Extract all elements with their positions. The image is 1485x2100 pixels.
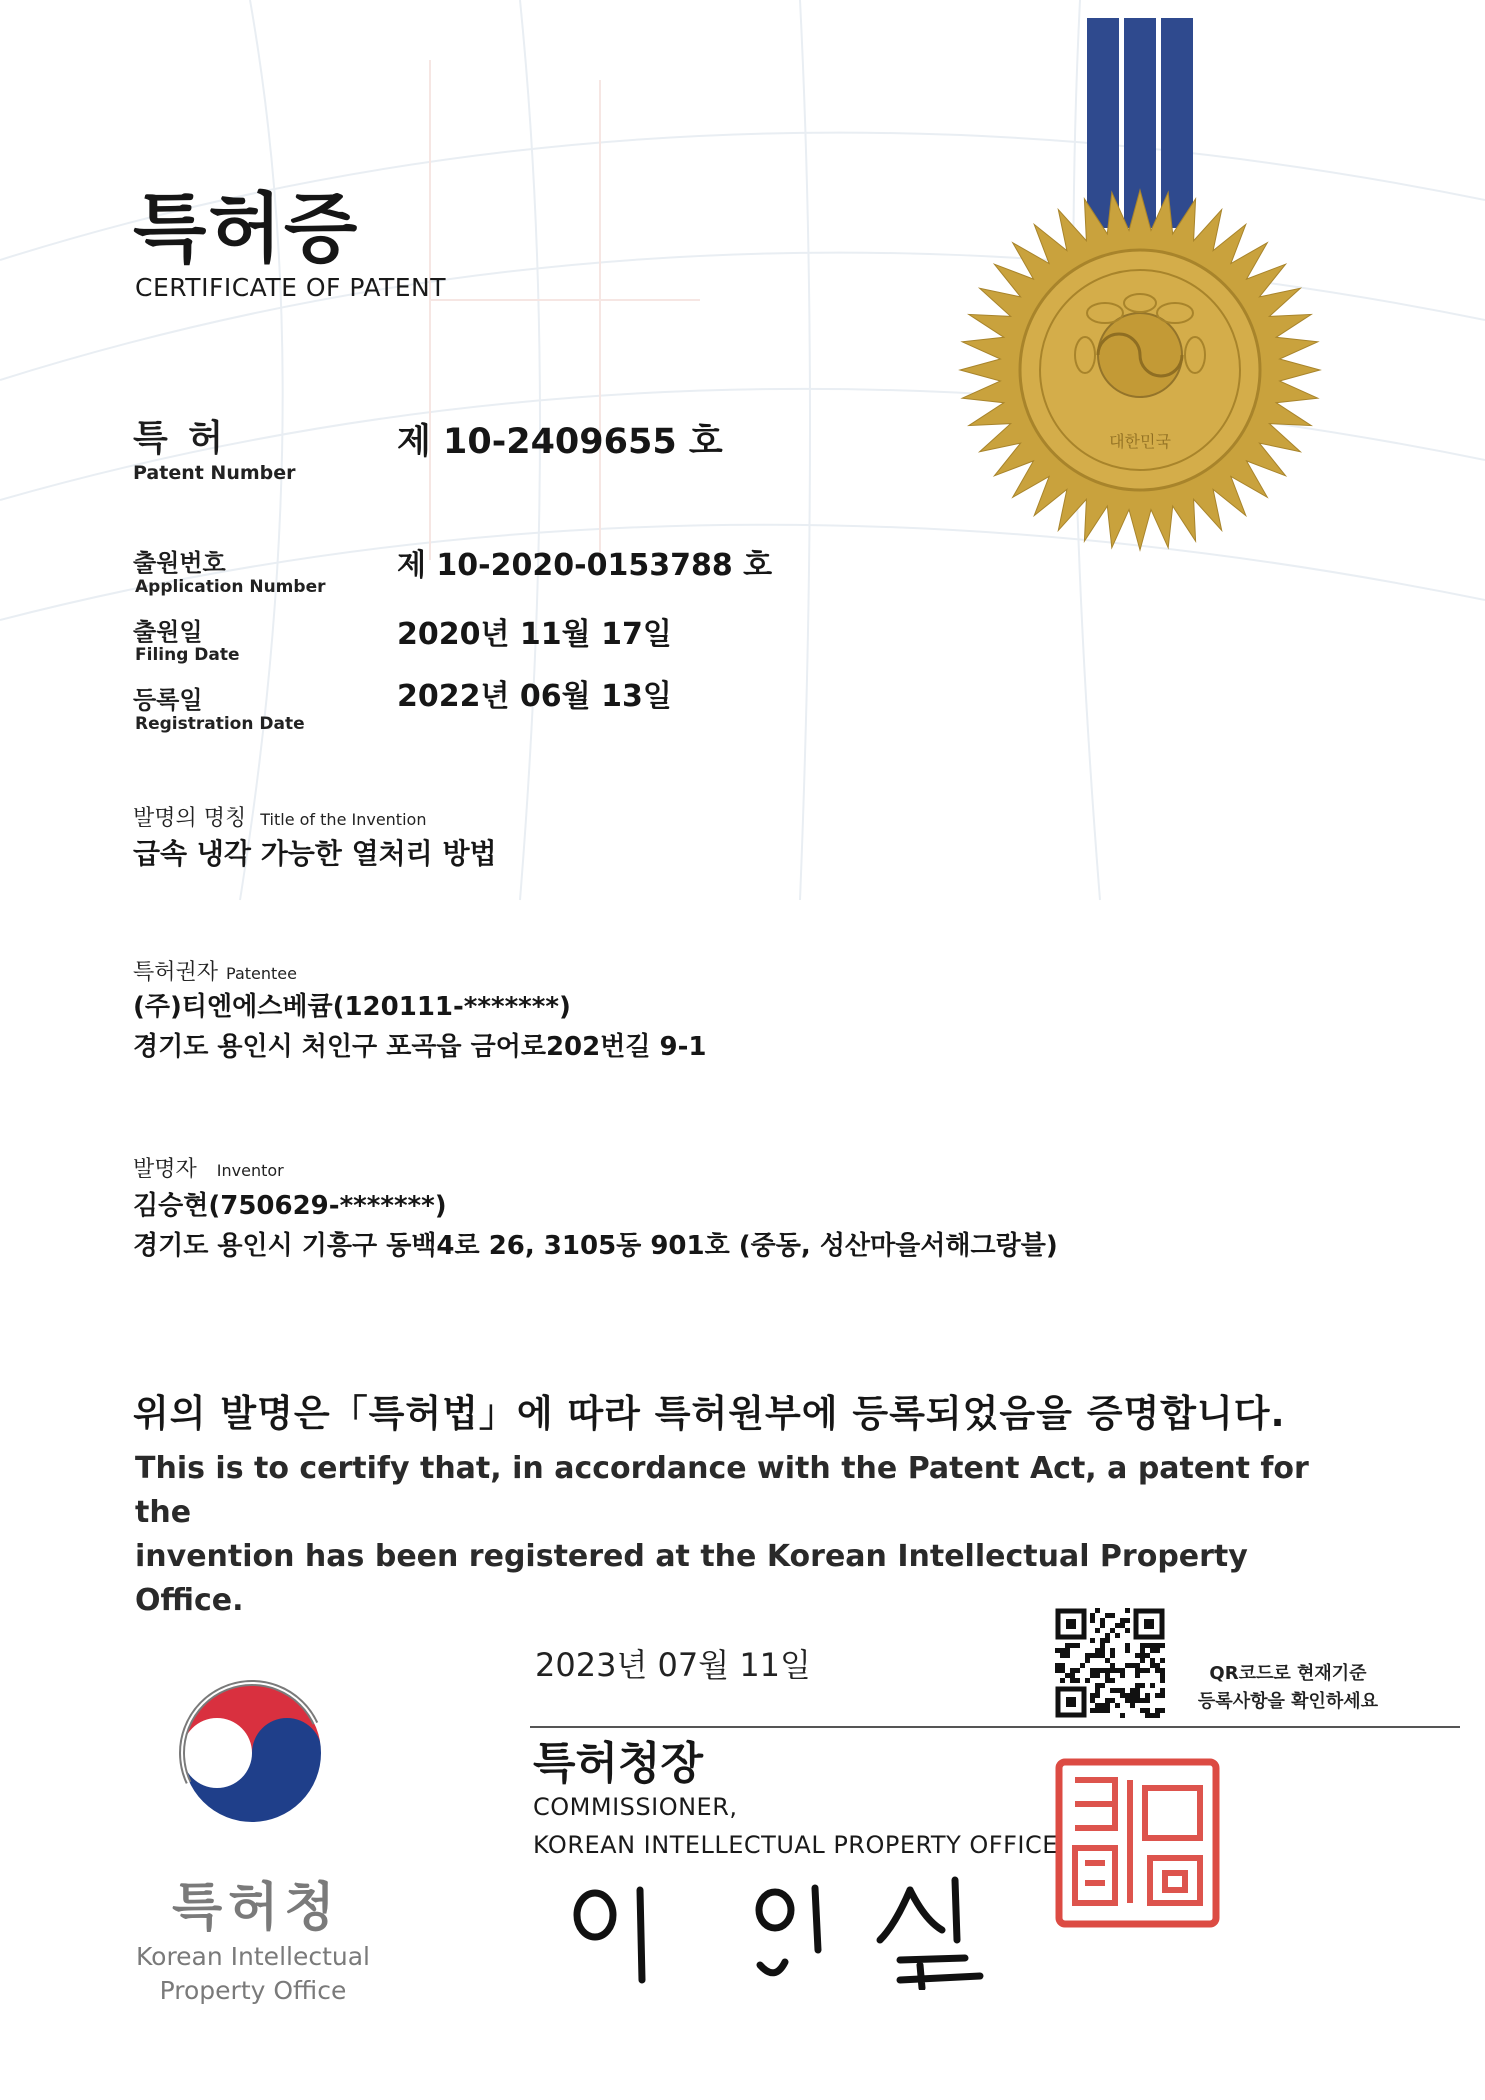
qr-module (1095, 1628, 1100, 1633)
inventor-label (133, 1152, 284, 1183)
qr-module (1140, 1643, 1145, 1648)
qr-module (1120, 1668, 1125, 1673)
qr-module (1155, 1648, 1160, 1653)
qr-module (1130, 1663, 1135, 1668)
qr-module (1130, 1693, 1135, 1698)
qr-module (1160, 1688, 1165, 1693)
qr-module (1150, 1663, 1155, 1668)
qr-module (1125, 1698, 1130, 1703)
qr-module (1140, 1708, 1145, 1713)
qr-module (1090, 1698, 1095, 1703)
qr-module (1160, 1658, 1165, 1663)
qr-module (1145, 1698, 1150, 1703)
qr-module (1060, 1653, 1065, 1658)
qr-module (1090, 1693, 1095, 1698)
qr-module (1160, 1708, 1165, 1713)
patentee-label-en: Patentee (226, 964, 297, 983)
qr-module (1140, 1653, 1145, 1658)
inventor-name: 김승현(750629-*******) (133, 1191, 447, 1221)
qr-module (1105, 1633, 1110, 1638)
qr-module (1090, 1673, 1095, 1678)
certification-en-line-1: This is to certify that, in accordance with the Patent Act, a patent for the (135, 1451, 1309, 1530)
kipo-logo-name-ko: 특허청 (172, 1878, 341, 1938)
qr-module (1125, 1628, 1130, 1633)
gold-seal-graphic (955, 185, 1325, 555)
qr-module (1095, 1648, 1100, 1653)
qr-module (1135, 1653, 1140, 1658)
qr-code-graphic (1055, 1608, 1165, 1718)
application-number-label-ko: 출원번호 (133, 549, 226, 577)
kipo-logo-name-en-line-1: Korean Intellectual (136, 1942, 370, 1971)
qr-module (1120, 1693, 1125, 1698)
qr-module (1115, 1668, 1120, 1673)
patentee-label (133, 955, 297, 986)
commissioner-title-en-line-1: COMMISSIONER, (533, 1793, 738, 1821)
qr-module (1090, 1708, 1095, 1713)
qr-module (1105, 1658, 1110, 1663)
qr-module (1065, 1648, 1070, 1653)
qr-module (1125, 1663, 1130, 1668)
qr-module (1145, 1708, 1150, 1713)
qr-module (1090, 1653, 1095, 1658)
qr-module (1055, 1648, 1060, 1653)
patentee-name: (주)티엔에스베큠(120111-*******) (133, 992, 571, 1022)
registration-date-value: 2022년 06월 13일 (397, 679, 672, 714)
qr-module (1100, 1703, 1105, 1708)
official-stamp (1055, 1758, 1220, 1928)
qr-module (1110, 1688, 1115, 1693)
qr-module (1140, 1683, 1145, 1688)
qr-module (1155, 1643, 1160, 1648)
inventor-label-ko: 발명자 (133, 1157, 197, 1182)
qr-module (1125, 1618, 1130, 1623)
qr-module (1065, 1643, 1070, 1648)
application-number-value: 제 10-2020-0153788 호 (397, 548, 773, 583)
qr-module (1065, 1653, 1070, 1658)
qr-module (1110, 1668, 1115, 1673)
qr-module (1135, 1698, 1140, 1703)
commissioner-title-en-line-2: KOREAN INTELLECTUAL PROPERTY OFFICE (533, 1831, 1058, 1859)
qr-module (1130, 1688, 1135, 1693)
qr-module (1120, 1623, 1125, 1628)
filing-date-value: 2020년 11월 17일 (397, 617, 672, 652)
qr-module (1160, 1673, 1165, 1678)
qr-module (1100, 1648, 1105, 1653)
qr-module (1155, 1668, 1160, 1673)
qr-module (1095, 1673, 1100, 1678)
qr-module (1060, 1663, 1065, 1668)
commissioner-title-en (533, 1788, 1058, 1864)
kipo-logo (162, 1658, 342, 1838)
qr-module (1095, 1653, 1100, 1658)
qr-module (1100, 1618, 1105, 1623)
registration-date-label-en: Registration Date (135, 714, 305, 734)
qr-module (1085, 1678, 1090, 1683)
qr-module (1155, 1708, 1160, 1713)
qr-module (1115, 1688, 1120, 1693)
qr-module (1105, 1668, 1110, 1673)
qr-module (1090, 1668, 1095, 1673)
qr-module (1135, 1673, 1140, 1678)
qr-module (1075, 1643, 1080, 1648)
invention-title: 급속 냉각 가능한 열처리 방법 (133, 837, 497, 870)
filing-date-label-ko: 출원일 (133, 618, 203, 646)
qr-module (1055, 1663, 1060, 1668)
qr-module (1105, 1613, 1110, 1618)
qr-module (1150, 1658, 1155, 1663)
qr-module (1085, 1658, 1090, 1663)
qr-module (1125, 1693, 1130, 1698)
qr-module (1140, 1698, 1145, 1703)
application-number-label-en: Application Number (135, 577, 326, 597)
qr-module (1120, 1688, 1125, 1693)
qr-module (1060, 1648, 1065, 1653)
qr-module (1075, 1678, 1080, 1683)
kipo-logo-name-en (133, 1940, 373, 2008)
qr-module (1130, 1698, 1135, 1703)
gold-seal (955, 185, 1325, 555)
qr-module (1095, 1668, 1100, 1673)
qr-module (1110, 1648, 1115, 1653)
qr-module (1095, 1688, 1100, 1693)
qr-module (1105, 1678, 1110, 1683)
qr-module (1060, 1668, 1065, 1673)
qr-module (1130, 1703, 1135, 1708)
qr-module (1090, 1618, 1095, 1623)
qr-module (1055, 1668, 1060, 1673)
qr-module (1145, 1713, 1150, 1718)
qr-module (1110, 1678, 1115, 1683)
qr-module (1070, 1668, 1075, 1673)
invention-label (133, 801, 426, 832)
filing-date-label-en: Filing Date (135, 645, 240, 665)
qr-module (1155, 1693, 1160, 1698)
patentee-label-ko: 특허권자 (133, 960, 219, 985)
qr-module (1140, 1648, 1145, 1653)
qr-module (1100, 1643, 1105, 1648)
qr-module (1160, 1678, 1165, 1683)
qr-module (1095, 1693, 1100, 1698)
qr-module (1135, 1663, 1140, 1668)
qr-module (1105, 1673, 1110, 1678)
qr-module (1135, 1668, 1140, 1673)
qr-module (1110, 1698, 1115, 1703)
qr-module (1105, 1638, 1110, 1643)
qr-module (1100, 1683, 1105, 1688)
qr-module (1120, 1618, 1125, 1623)
qr-module (1160, 1643, 1165, 1648)
qr-module (1145, 1653, 1150, 1658)
invention-label-ko: 발명의 명칭 (133, 806, 247, 831)
kipo-logo-name-en-line-2: Property Office (159, 1976, 347, 2005)
qr-module (1100, 1623, 1105, 1628)
qr-module (1105, 1708, 1110, 1713)
qr-caption-line-1: QR코드로 현재기준 (1209, 1663, 1367, 1684)
qr-module (1150, 1713, 1155, 1718)
stamp-graphic (1055, 1758, 1220, 1928)
qr-module (1090, 1638, 1095, 1643)
qr-caption-line-2: 등록사항을 확인하세요 (1197, 1691, 1379, 1712)
qr-module (1125, 1608, 1130, 1613)
certification-statement-ko: 위의 발명은「특허법」에 따라 특허원부에 등록되었음을 증명합니다. (133, 1392, 1286, 1435)
qr-module (1160, 1693, 1165, 1698)
qr-code[interactable] (1055, 1608, 1165, 1718)
qr-module (1140, 1658, 1145, 1663)
certificate-title-ko: 특허증 (133, 184, 360, 273)
handwritten-signature (560, 1870, 1030, 1990)
commissioner-title-ko: 특허청장 (533, 1738, 704, 1789)
qr-module (1125, 1643, 1130, 1648)
qr-module (1095, 1608, 1100, 1613)
qr-module (1155, 1663, 1160, 1668)
qr-module (1150, 1648, 1155, 1653)
inventor-label-en: Inventor (216, 1161, 284, 1180)
qr-module (1095, 1708, 1100, 1713)
qr-module (1145, 1668, 1150, 1673)
qr-module (1070, 1673, 1075, 1678)
qr-module (1070, 1678, 1075, 1683)
qr-module (1095, 1703, 1100, 1708)
qr-module (1105, 1698, 1110, 1703)
issue-date: 2023년 07월 11일 (535, 1646, 811, 1684)
qr-module (1060, 1678, 1065, 1683)
qr-module (1085, 1653, 1090, 1658)
qr-module (1120, 1713, 1125, 1718)
qr-module (1115, 1623, 1120, 1628)
qr-module (1095, 1683, 1100, 1688)
qr-module (1075, 1668, 1080, 1673)
qr-module (1150, 1643, 1155, 1648)
taegeuk-icon (162, 1658, 342, 1838)
patent-number-label-ko: 특 허 (133, 418, 228, 459)
qr-module (1110, 1613, 1115, 1618)
invention-label-en: Title of the Invention (260, 810, 427, 829)
qr-caption (1178, 1660, 1398, 1716)
qr-module (1065, 1673, 1070, 1678)
qr-module (1090, 1613, 1095, 1618)
qr-module (1120, 1673, 1125, 1678)
patent-number-label-en: Patent Number (133, 462, 296, 484)
qr-module (1135, 1683, 1140, 1688)
patentee-address: 경기도 용인시 처인구 포곡읍 금어로202번길 9-1 (133, 1032, 707, 1062)
certificate-title-en: CERTIFICATE OF PATENT (135, 273, 447, 302)
qr-module (1100, 1653, 1105, 1658)
certification-statement-en (135, 1447, 1335, 1623)
qr-module (1110, 1628, 1115, 1633)
qr-module (1150, 1683, 1155, 1688)
qr-module (1155, 1713, 1160, 1718)
qr-module (1100, 1638, 1105, 1643)
registration-date-label-ko: 등록일 (133, 686, 203, 714)
certification-en-line-2: invention has been registered at the Korean Intellectual Property Office. (135, 1539, 1248, 1618)
qr-module (1100, 1668, 1105, 1673)
seal-label: 대한민국 (1109, 432, 1171, 451)
qr-module (1145, 1643, 1150, 1648)
qr-module (1115, 1633, 1120, 1638)
qr-module (1110, 1653, 1115, 1658)
qr-module (1080, 1663, 1085, 1668)
qr-module (1135, 1693, 1140, 1698)
qr-module (1070, 1643, 1075, 1648)
qr-module (1115, 1703, 1120, 1708)
inventor-address: 경기도 용인시 기흥구 동백4로 26, 3105동 901호 (중동, 성산마을서해그랑블) (133, 1231, 1058, 1261)
qr-module (1135, 1688, 1140, 1693)
qr-module (1125, 1648, 1130, 1653)
qr-module (1140, 1668, 1145, 1673)
qr-module (1160, 1668, 1165, 1673)
patent-number-value: 제 10-2409655 호 (397, 422, 723, 462)
qr-module (1100, 1708, 1105, 1713)
qr-module (1110, 1663, 1115, 1668)
qr-module (1145, 1693, 1150, 1698)
qr-module (1105, 1703, 1110, 1708)
